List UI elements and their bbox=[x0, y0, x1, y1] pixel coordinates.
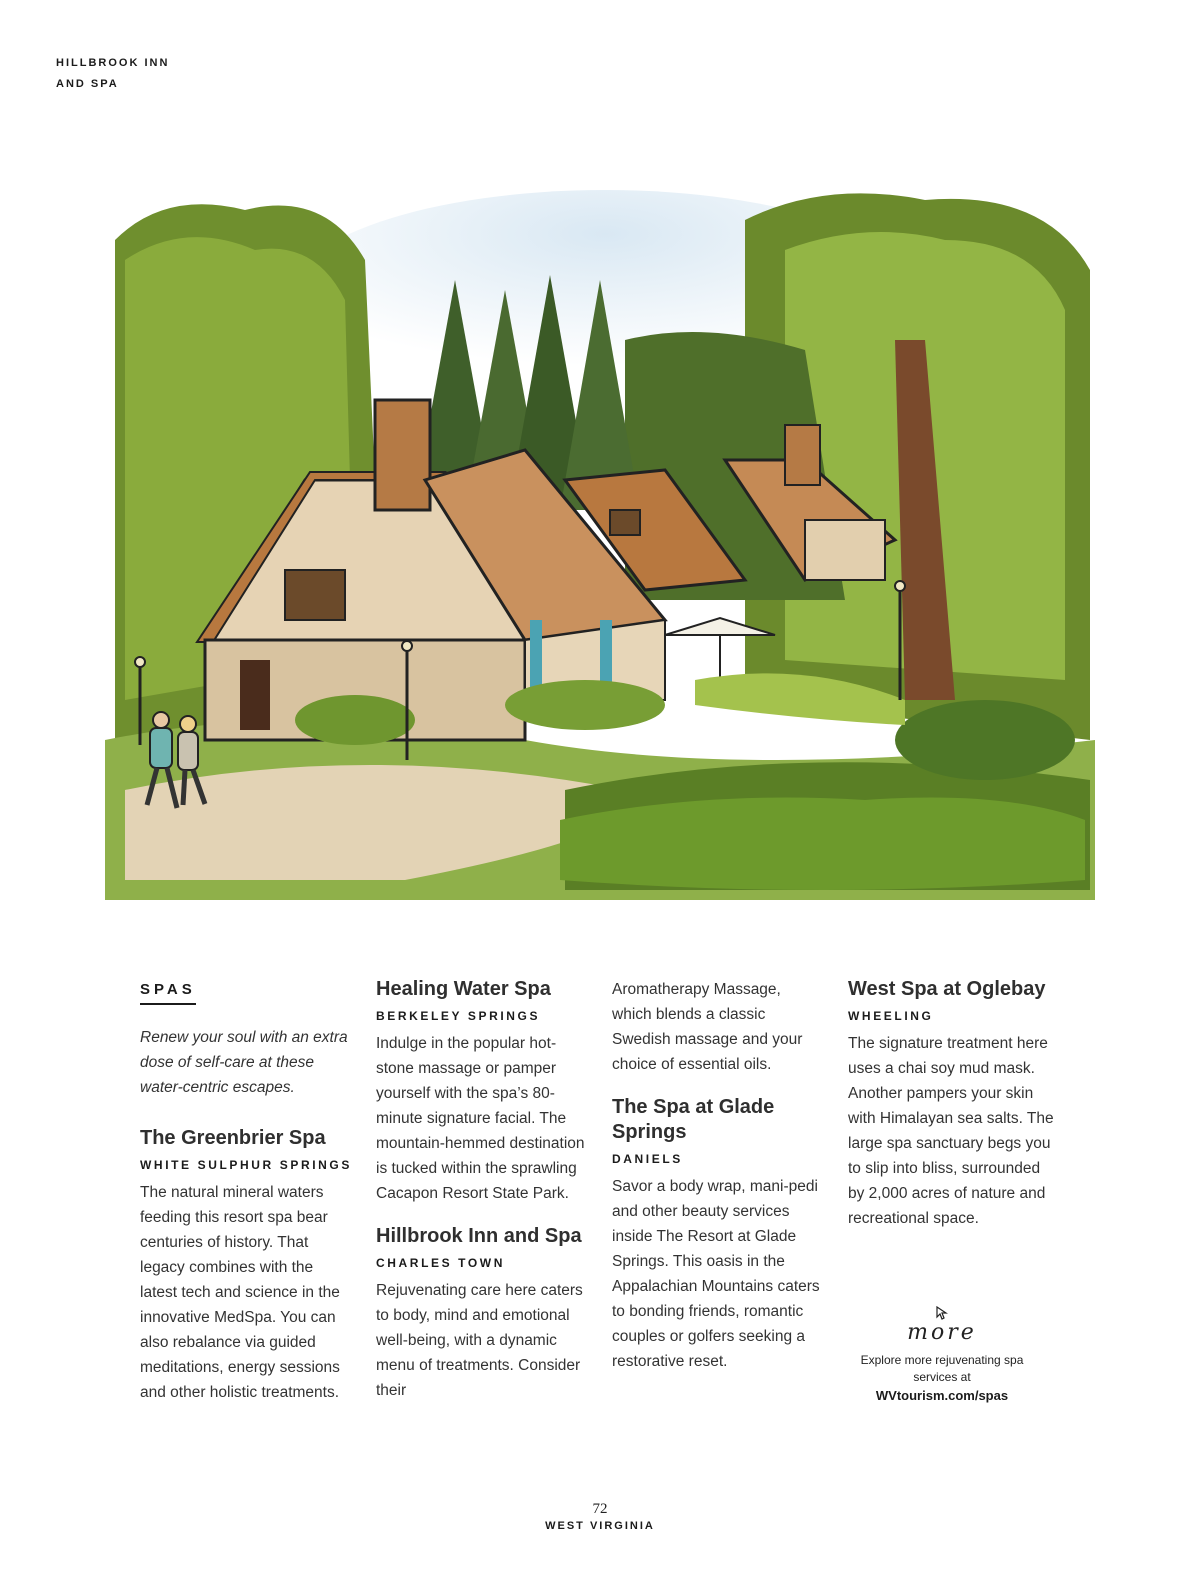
cursor-icon bbox=[935, 1306, 949, 1320]
illustration-caption bbox=[56, 53, 169, 95]
spa-name-glade-springs: The Spa at Glade Springs bbox=[612, 1096, 775, 1143]
spa-description-hillbrook: Rejuvenating care here caters to body, mind and emotional well-being, with a dynamic menu of treatments. Consider their bbox=[376, 1282, 583, 1399]
column-4 bbox=[848, 977, 1060, 1231]
spa-name-greenbrier: The Greenbrier Spa bbox=[140, 1126, 326, 1149]
spa-description-healing-water: Indulge in the popular hot-stone massage or pamper yourself with the spa’s 80-minute signature facial. The mountain-hemmed destination is tucked within the sprawling Cacapon Resort State Park. bbox=[376, 1035, 585, 1202]
caption-line-2: AND SPA bbox=[56, 78, 119, 90]
footer-state: WEST VIRGINIA bbox=[545, 1520, 655, 1532]
spa-description-greenbrier: The natural mineral waters feeding this resort spa bear centuries of history. That legacy combines with the latest tech and science in the innovative MedSpa. You can also rebalance via guided meditations, energy sessions and other holistic treatments. bbox=[140, 1183, 340, 1401]
spa-location-greenbrier: WHITE SULPHUR SPRINGS bbox=[140, 1157, 352, 1172]
spa-name-west-spa: West Spa at Oglebay bbox=[848, 978, 1046, 1000]
hillbrook-inn-illustration bbox=[105, 180, 1095, 900]
spa-location-west-spa: WHEELING bbox=[848, 1009, 934, 1023]
spa-name-hillbrook: Hillbrook Inn and Spa bbox=[376, 1225, 582, 1247]
spa-description-hillbrook-continued: Aromatherapy Massage, which blends a classic Swedish massage and your choice of essential oils. bbox=[612, 981, 803, 1073]
spa-location-hillbrook: CHARLES TOWN bbox=[376, 1256, 505, 1270]
spa-description-glade-springs: Savor a body wrap, mani-pedi and other beauty services inside The Resort at Glade Springs. This oasis in the Appalachian Mountains caters to bonding friends, romantic couples or golfers seeking a restorative reset. bbox=[612, 1178, 820, 1370]
section-intro: Renew your soul with an extra dose of self-care at these water-centric escapes. bbox=[140, 1029, 348, 1096]
column-3 bbox=[612, 977, 824, 1374]
more-link[interactable]: WVtourism.com/spas bbox=[875, 1388, 1009, 1403]
more-text: Explore more rejuvenating spa services at bbox=[860, 1353, 1024, 1384]
column-1 bbox=[140, 977, 352, 1405]
spa-description-west-spa: The signature treatment here uses a chai soy mud mask. Another pampers your skin with Himalayan sea salts. The large spa sanctuary begs you to slip into bliss, surrounded by 2,000 acres of nature and recreational space. bbox=[848, 1035, 1054, 1227]
column-2 bbox=[376, 977, 588, 1403]
page-number: 72 bbox=[592, 1501, 608, 1517]
more-callout bbox=[848, 1306, 1036, 1405]
spa-location-healing-water: BERKELEY SPRINGS bbox=[376, 1009, 541, 1023]
page-footer bbox=[0, 1500, 1200, 1534]
spa-location-glade-springs: DANIELS bbox=[612, 1152, 683, 1166]
caption-line-1: HILLBROOK INN bbox=[56, 57, 170, 69]
section-label: SPAS bbox=[140, 981, 196, 1005]
more-word: more bbox=[907, 1320, 977, 1345]
spa-name-healing-water: Healing Water Spa bbox=[376, 978, 551, 1000]
